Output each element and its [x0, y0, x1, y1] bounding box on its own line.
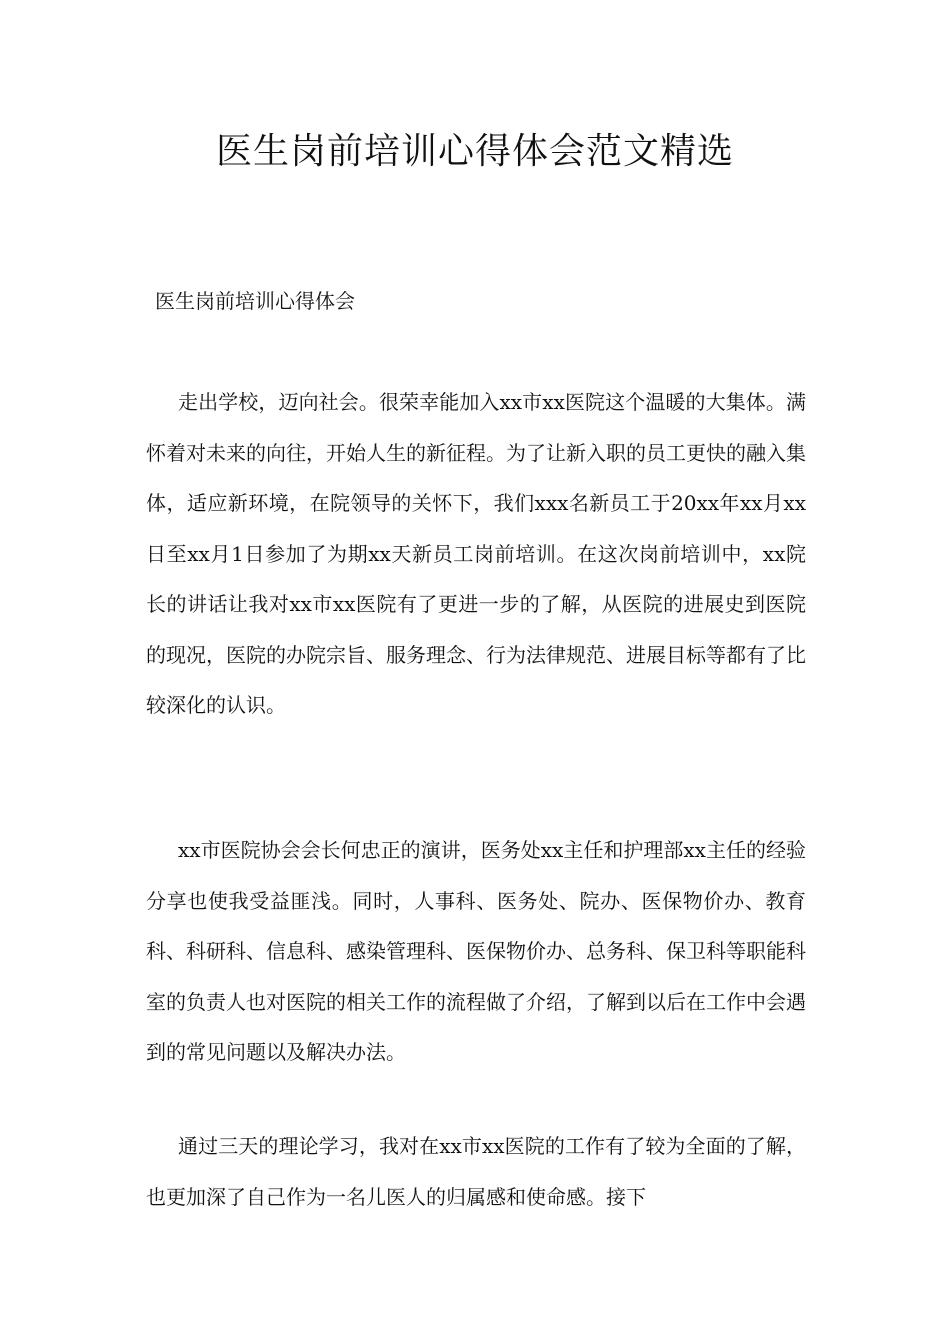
- paragraph-2: xx市医院协会会长何忠正的演讲，医务处xx主任和护理部xx主任的经验分享也使我受益匪浅。同时，人事科、医务处、院办、医保物价办、教育科、科研科、信息科、感染管理科、医保物价办、总务科、保卫科等职能科室的负责人也对医院的相关工作的流程做了介绍，了解到以后在工作中会遇到的常见问题以及解决办法。: [146, 838, 806, 1064]
- paragraph-1: 走出学校，迈向社会。很荣幸能加入xx市xx医院这个温暖的大集体。满怀着对未来的向往，开始人生的新征程。为了让新入职的员工更快的融入集体，适应新环境，在院领导的关怀下，我们xxx名新员工于20xx年xx月xx日至xx月1日参加了为期xx天新员工岗前培训。在这次岗前培训中，xx院长的讲话让我对xx市xx医院有了更进一步的了解，从医院的进展史到医院的现况，医院的办院宗旨、服务理念、行为法律规范、进展目标等都有了比较深化的认识。: [146, 390, 806, 717]
- document-title: 医生岗前培训心得体会范文精选: [215, 131, 734, 172]
- document-subtitle: 医生岗前培训心得体会: [155, 289, 355, 313]
- paragraph-3: 通过三天的理论学习，我对在xx市xx医院的工作有了较为全面的了解，也更加深了自己作为一名儿医人的归属感和使命感。接下: [146, 1134, 806, 1209]
